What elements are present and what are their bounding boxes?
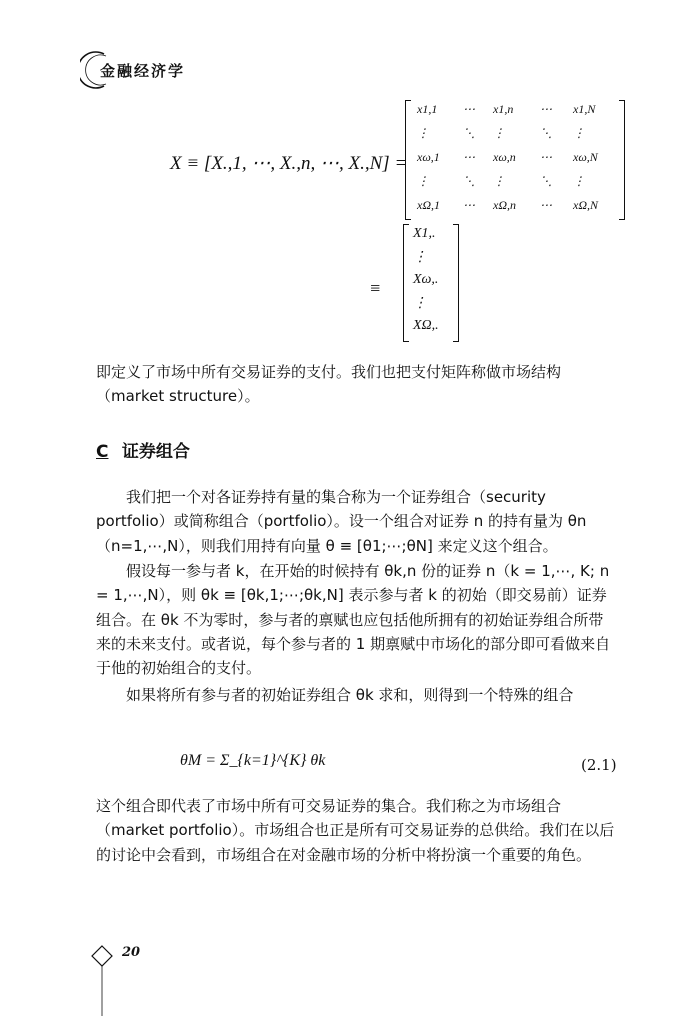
- section-title: 证券组合: [121, 442, 190, 462]
- vector-cell: ⋮: [413, 296, 427, 311]
- vector-cell: X1,.: [413, 226, 436, 241]
- matrix-cell: ⋱: [540, 174, 552, 188]
- matrix-cell: ⋮: [493, 126, 505, 140]
- page-diamond-icon: [90, 944, 114, 1016]
- matrix-cell: xΩ,N: [573, 198, 599, 212]
- matrix-cell: xΩ,1: [417, 198, 441, 212]
- matrix-right-bracket: [619, 100, 625, 220]
- paragraph-market-portfolio: 这个组合即代表了市场中所有可交易证券的集合。我们称之为市场组合（market portfolio）。市场组合也正是所有可交易证券的总供给。我们在以后的讨论中会看到，市场组合在对金融市场的分析中将扮演一个重要的角色。: [96, 797, 615, 864]
- running-header-title: 金融经济学: [100, 62, 186, 80]
- matrix-cell: ⋯: [463, 102, 475, 116]
- equation-number: (2.1): [581, 756, 617, 774]
- matrix-cell: x1,n: [493, 102, 514, 116]
- column-vector: [403, 224, 459, 342]
- vector-right-bracket: [453, 224, 459, 342]
- vector-cell: Xω,.: [413, 272, 439, 287]
- equation-2-1: θM = Σ_{k=1}^{K} θk: [180, 752, 326, 769]
- paragraph-sum-portfolios: 如果将所有参与者的初始证券组合 θk 求和，则得到一个特殊的组合: [126, 686, 574, 704]
- matrix-cell: ⋮: [573, 126, 585, 140]
- matrix-cell: xΩ,n: [493, 198, 517, 212]
- equiv-sign: ≡: [369, 278, 382, 298]
- matrix-cell: ⋮: [417, 126, 429, 140]
- matrix-cell: ⋯: [540, 150, 552, 164]
- vector-cell: XΩ,.: [413, 318, 439, 333]
- matrix-cell: ⋯: [463, 150, 475, 164]
- vector-cell: ⋮: [413, 250, 427, 265]
- matrix-cell: ⋮: [573, 174, 585, 188]
- paragraph-market-structure: 即定义了市场中所有交易证券的支付。我们也把支付矩阵称做市场结构（market structure）。: [96, 363, 562, 406]
- matrix-cell: xω,N: [573, 150, 598, 164]
- payoff-matrix: [405, 100, 625, 222]
- vector-left-bracket: [403, 224, 409, 342]
- matrix-cell: x1,N: [573, 102, 596, 116]
- matrix-cell: xω,1: [417, 150, 440, 164]
- section-letter: C: [96, 442, 109, 462]
- matrix-cell: ⋮: [493, 174, 505, 188]
- matrix-cell: ⋱: [463, 174, 475, 188]
- matrix-cell: ⋯: [540, 102, 552, 116]
- matrix-cell: ⋮: [417, 174, 429, 188]
- matrix-cell: ⋯: [540, 198, 552, 212]
- matrix-cell: ⋯: [463, 198, 475, 212]
- section-heading: [96, 437, 190, 462]
- matrix-cell: x1,1: [417, 102, 438, 116]
- paragraph-initial-portfolio: 假设每一参与者 k，在开始的时候持有 θk,n 份的证券 n（k = 1,⋯, K; n = 1,⋯,N），则 θk ≡ [θk,1;⋯;θk,N] 表示参与者 k 的初始（即交易前）证券组合。在 θk 不为零时，参与者的禀赋也应包括他所拥有的初始证券组合所带来的未来支付。或者说，每个参与者的 1 期禀赋中市场化的部分即可看做来自于他的初始组合的支付。: [96, 562, 611, 678]
- page-number: 20: [122, 945, 141, 960]
- paragraph-portfolio-definition: 我们把一个对各证券持有量的集合称为一个证券组合（security portfolio）或简称组合（portfolio）。设一个组合对证券 n 的持有量为 θn（n=1,⋯,N），则我们用持有向量 θ ≡ [θ1;⋯;θN] 来定义这个组合。: [96, 488, 587, 555]
- matrix-cell: ⋱: [463, 126, 475, 140]
- matrix-cell: xω,n: [493, 150, 516, 164]
- matrix-equation-lhs: X ≡ [X.,1, ⋯, X.,n, ⋯, X.,N] =: [170, 153, 408, 174]
- matrix-cell: ⋱: [540, 126, 552, 140]
- matrix-left-bracket: [405, 100, 411, 220]
